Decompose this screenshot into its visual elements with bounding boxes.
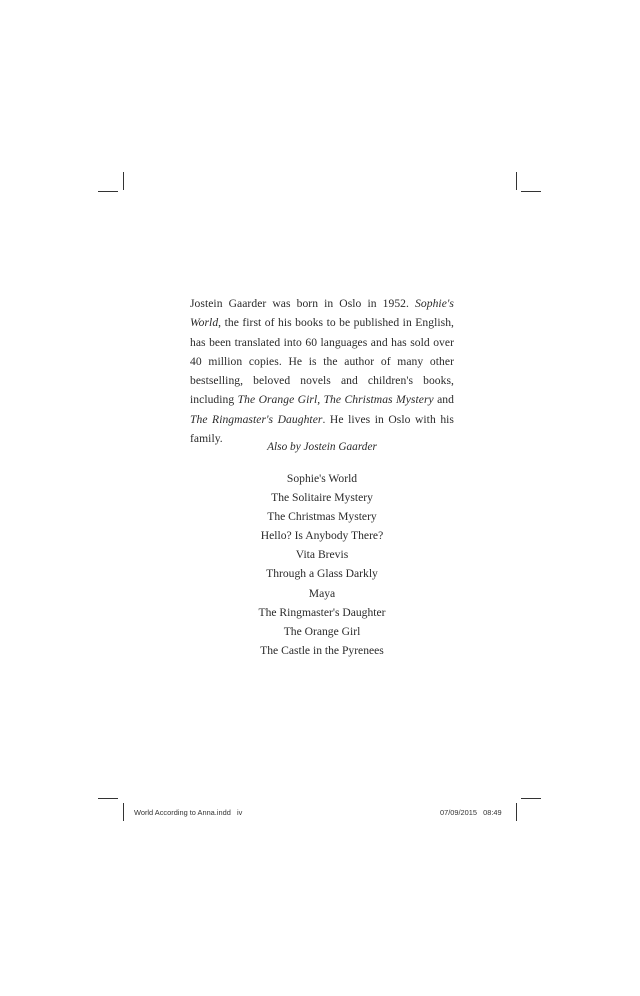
crop-mark-bottom-right-h <box>521 798 541 799</box>
book-title: Sophie's World <box>286 472 358 485</box>
book-title: Vita Brevis <box>295 548 349 562</box>
author-bio <box>190 294 454 448</box>
slug-datetime: 07/09/2015 08:49 <box>440 808 502 817</box>
bio-title: The Orange Girl <box>237 393 318 407</box>
crop-mark-top-right-h <box>521 191 541 192</box>
book-title: The Christmas Mystery <box>267 510 377 524</box>
bio-text: and <box>433 393 454 407</box>
bio-text: Jostein Gaarder was born in Oslo in 1952. <box>190 297 416 310</box>
crop-mark-top-left-h <box>98 191 118 192</box>
slug-filename: World According to Anna.indd iv <box>134 808 243 817</box>
bio-text: , the first of his books to be published in English, has been translated into 60 languages and has sold over 40 million copies. He is the author of many other bestselling, beloved novels and children's books, including <box>190 316 454 407</box>
book-title: Hello? Is Anybody There? <box>260 529 384 543</box>
book-title: Through a Glass Darkly <box>266 567 378 581</box>
crop-mark-top-right-v <box>516 172 517 190</box>
bio-text: , <box>317 393 324 407</box>
crop-mark-bottom-left-h <box>98 798 118 799</box>
bio-title: Sophie's World <box>190 297 454 330</box>
book-title: The Ringmaster's Daughter <box>258 605 386 619</box>
bio-text: . He lives in Oslo with his family. <box>190 412 454 446</box>
book-title: The Orange Girl <box>283 624 361 638</box>
crop-mark-bottom-left-v <box>123 803 124 821</box>
book-title: The Castle in the Pyrenees <box>260 643 384 657</box>
book-list <box>190 469 454 660</box>
crop-mark-bottom-right-v <box>516 803 517 821</box>
book-title: Maya <box>308 586 336 600</box>
also-by-heading: Also by Jostein Gaarder <box>267 441 377 453</box>
crop-mark-top-left-v <box>123 172 124 190</box>
bio-title: The Christmas Mystery <box>323 393 434 407</box>
book-title: The Solitaire Mystery <box>271 491 373 505</box>
bio-title: The Ringmaster's Daughter <box>190 412 323 426</box>
